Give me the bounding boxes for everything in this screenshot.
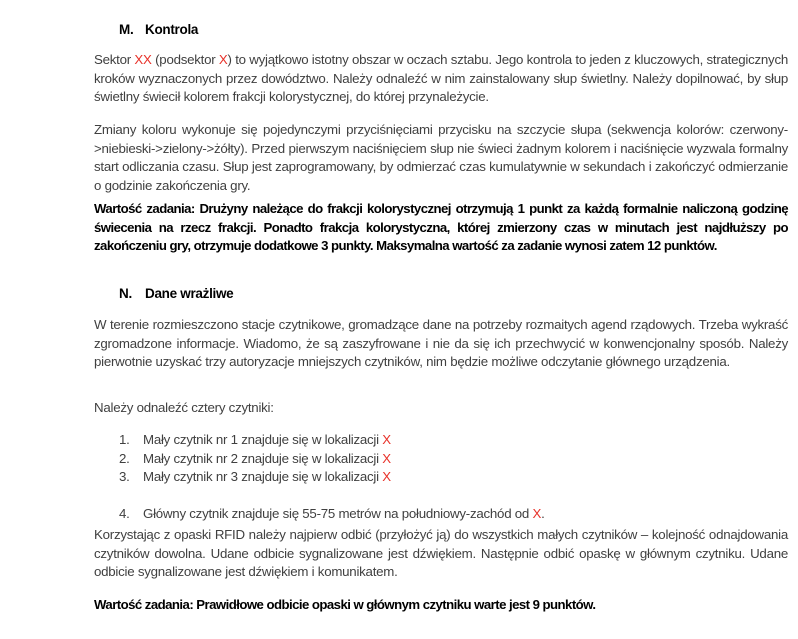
readers-list — [119, 431, 545, 523]
list-item — [119, 505, 545, 524]
placeholder-subsector: X — [218, 52, 228, 67]
section-title: Dane wrażliwe — [145, 286, 234, 301]
section-title: Kontrola — [145, 22, 199, 37]
text-run: (podsektor — [151, 52, 219, 67]
list-text: Mały czytnik nr 1 znajduje się w lokalizacji — [143, 432, 383, 447]
task-value-kontrola: Wartość zadania: Drużyny należące do frakcji kolorystycznej otrzymują 1 punkt za każdą formalnie naliczoną godzinę świecenia na rzecz frakcji. Ponadto frakcja kolorystyczna, której zmierzony czas w minutach jest najdłuższy po zakończeniu gry, otrzymuje dodatkowe 3 punkty. Maksymalna wartość za zadanie wynosi zatem 12 punktów. — [94, 201, 788, 254]
placeholder-location: X — [382, 469, 391, 485]
list-item — [119, 450, 545, 469]
section-number: M. — [119, 22, 134, 37]
placeholder-sector: XX — [134, 52, 152, 67]
section-heading-kontrola — [119, 22, 198, 37]
section-heading-dane-wrazliwe — [119, 286, 233, 301]
placeholder-location: X — [382, 450, 391, 466]
paragraph-find-readers: Należy odnaleźć cztery czytniki: — [94, 400, 274, 415]
list-text: Mały czytnik nr 2 znajduje się w lokalizacji — [143, 450, 383, 466]
paragraph-readers-intro: W terenie rozmieszczono stacje czytnikowe, gromadzące dane na potrzeby rozmaitych agend rządowych. Trzeba wykraść zgromadzone informacje. Wiadomo, że są zaszyfrowane i nie da się ich przechwycić w konwencjonalny sposób. Należy pierwotnie uzyskać trzy autoryzacje mniejszych czytników, nim będzie możliwe odczytanie głównego urządzenia. — [94, 317, 788, 370]
placeholder-location: X — [532, 505, 542, 521]
section-number: N. — [119, 286, 132, 301]
text-run: ) to wyjątkowo istotny obszar w oczach sztabu. Jego kontrola to jeden z kluczowych, strategicznych kroków wyznaczonych przez dowództwo. Należy odnaleźć w nim zainstalowany słup świetlny. Należy dopilnować, by słup świetlny świecił kolorem frakcji kolorystycznej, do której przynależycie. — [94, 52, 788, 105]
paragraph-rfid-instructions: Korzystając z opaski RFID należy najpierw odbić (przyłożyć ją) do wszystkich małych czytników – kolejność odnajdowania czytników dowolna. Udane odbicie sygnalizowane jest dźwiękiem. Następnie odbić opaskę w głównym czytniku. Udane odbicie sygnalizowane jest dźwiękiem i komunikatem. — [94, 527, 788, 580]
text-run: Sektor — [94, 52, 135, 67]
paragraph-color-changes: Zmiany koloru wykonuje się pojedynczymi przyciśnięciami przycisku na szczycie słupa (sekwencja kolorów: czerwony->niebieski->zielony->żółty). Przed pierwszym naciśnięciem słup nie świeci żadnym kolorem i naciśnięcie wyzwala formalny start odliczania czasu. Słup jest zaprogramowany, by odmierzać czas kumulatywnie w sekundach i zakończyć odmierzanie o godzinie zakończenia gry. — [94, 122, 788, 193]
list-text: . — [541, 505, 545, 521]
list-text: Mały czytnik nr 3 znajduje się w lokalizacji — [143, 469, 383, 485]
list-item — [119, 468, 545, 487]
list-text: Główny czytnik znajduje się 55-75 metrów na południowy-zachód od — [143, 505, 533, 521]
list-number: 3. — [119, 469, 130, 485]
list-number: 1. — [119, 432, 130, 447]
placeholder-location: X — [382, 432, 391, 447]
list-number: 4. — [119, 505, 130, 521]
paragraph-kontrola-intro — [94, 51, 788, 107]
task-value-dane-wrazliwe: Wartość zadania: Prawidłowe odbicie opaski w głównym czytniku warte jest 9 punktów. — [94, 597, 596, 612]
list-item — [119, 431, 545, 450]
list-number: 2. — [119, 450, 130, 466]
